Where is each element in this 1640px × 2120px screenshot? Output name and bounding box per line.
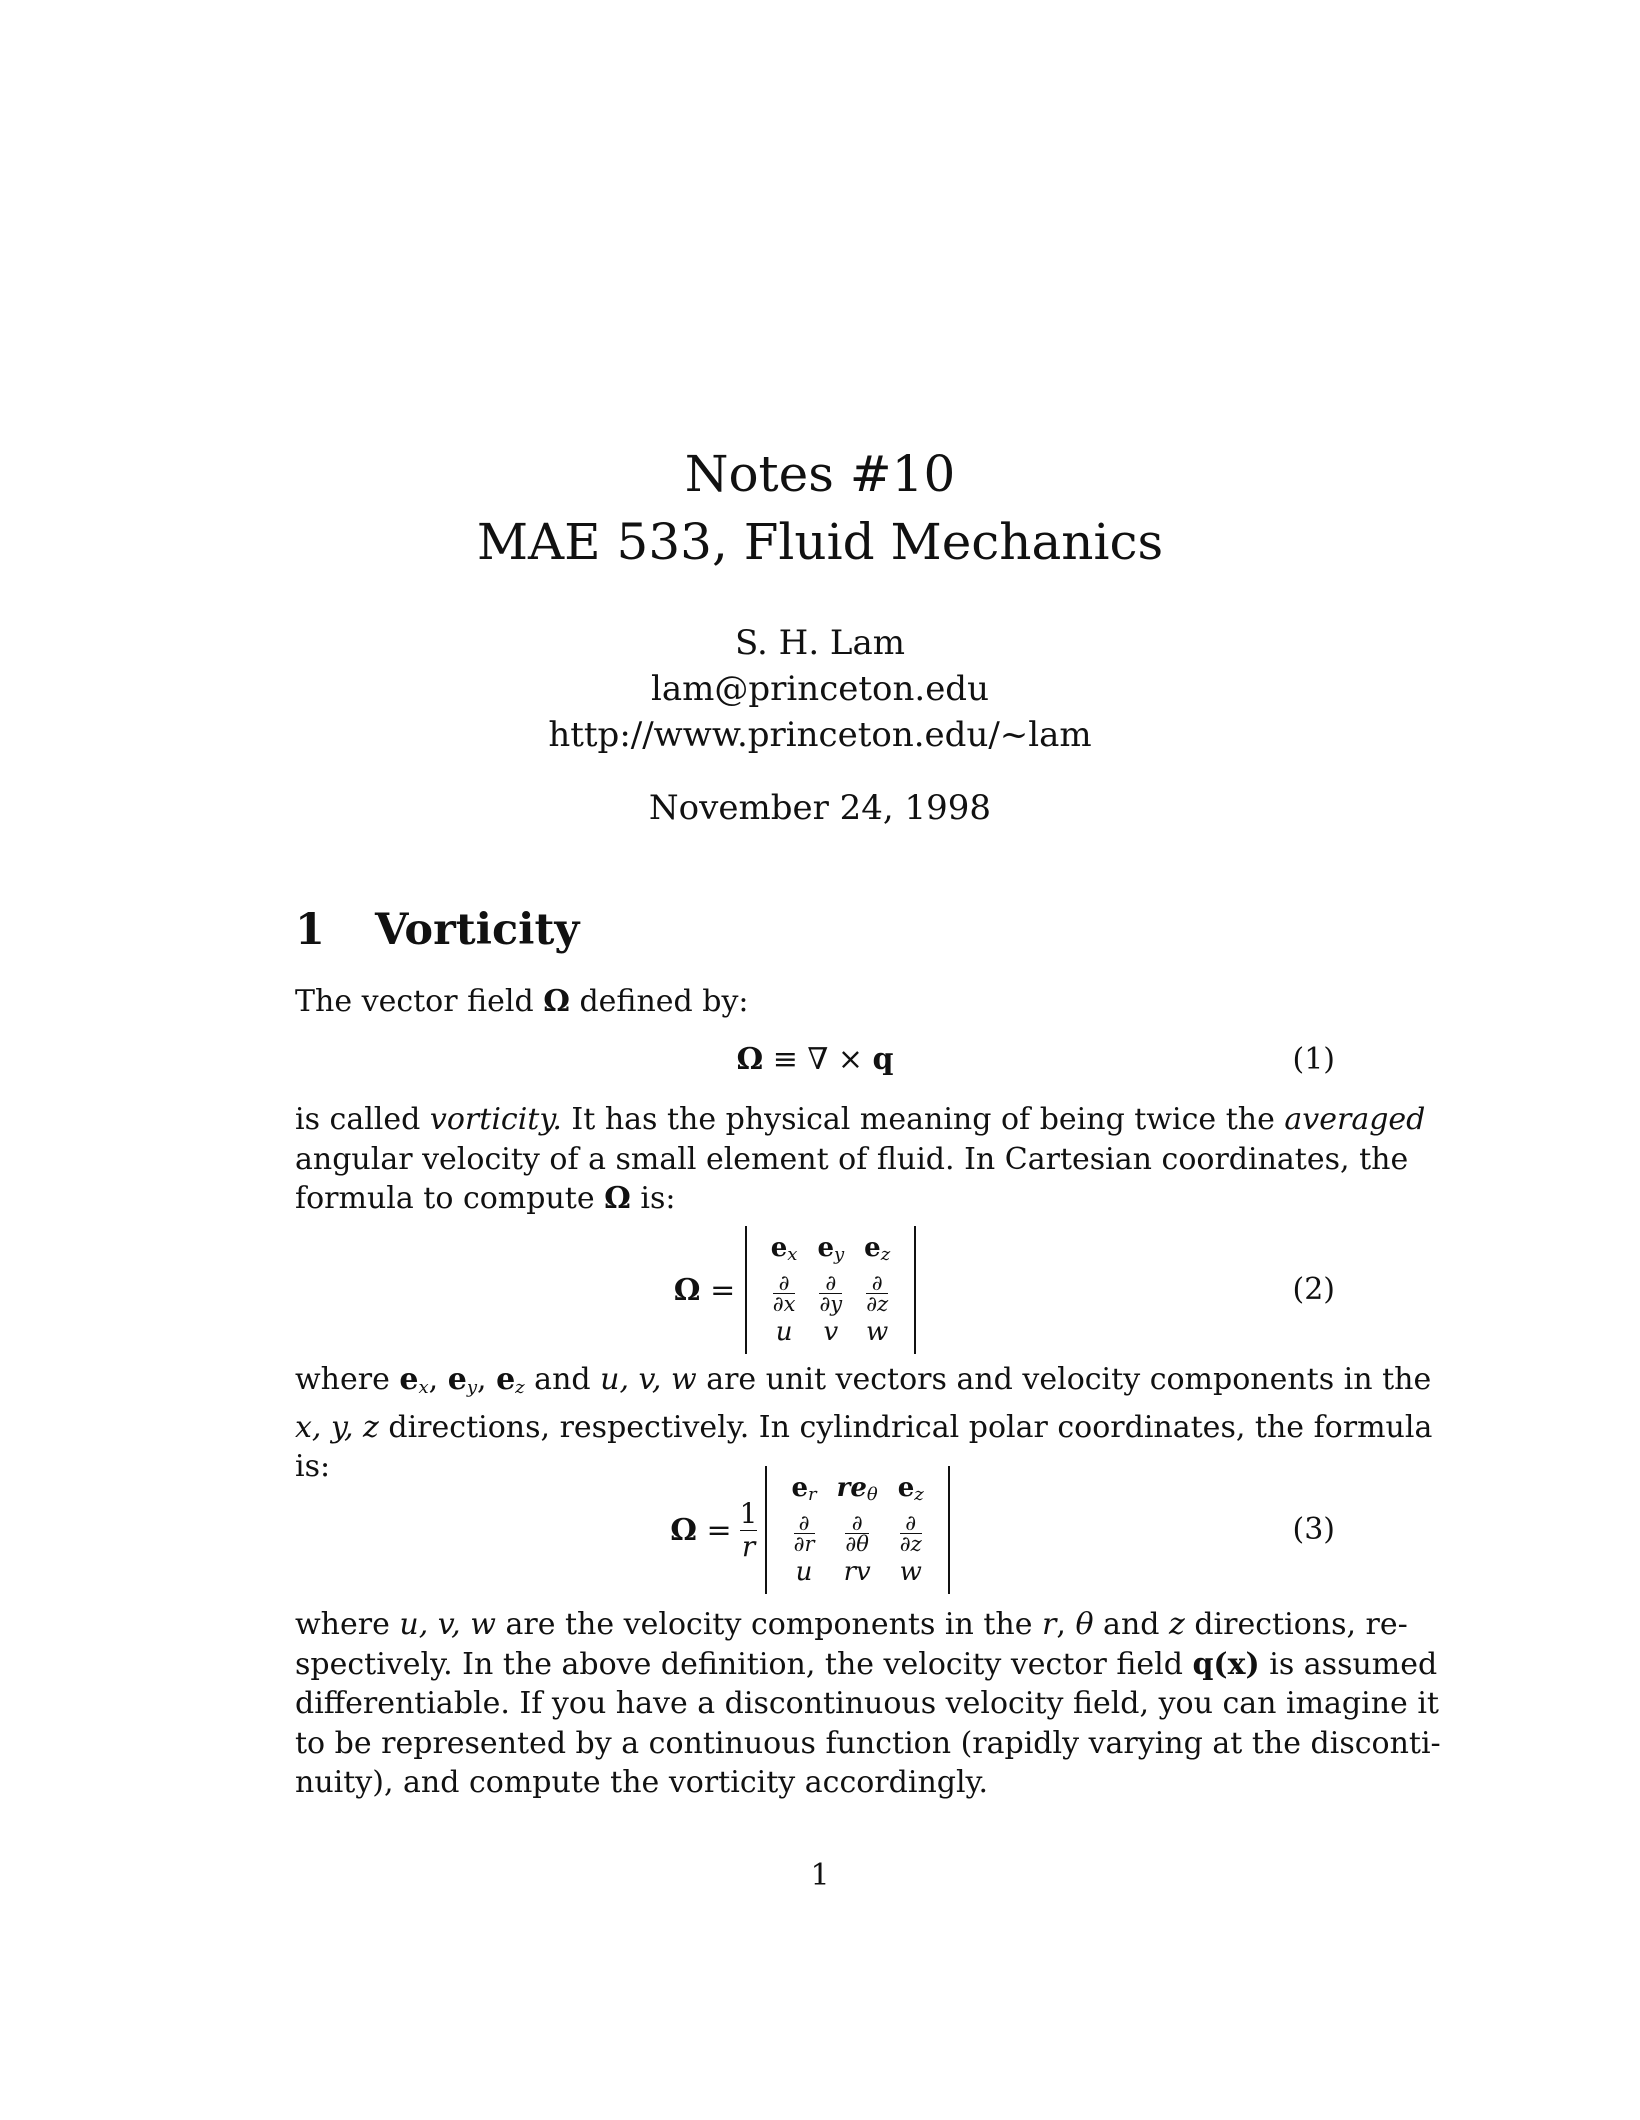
paragraph-line: is called vorticity. It has the physical meaning of being twice the averaged xyxy=(295,1102,1426,1137)
title-block xyxy=(0,440,1640,576)
section-heading xyxy=(295,905,579,955)
author-email: lam@princeton.edu xyxy=(651,669,989,709)
equation-body: Ω = 1 r $e_r$ $re_\theta$ $e_z$ $\frac{\partial}{\partial r}$ $\frac{\partial}{\partial\theta}$ $\frac{\partial}{\partial z}$ u rv w xyxy=(295,1470,1335,1590)
paragraph-line: The vector field Ω defined by: xyxy=(295,984,749,1019)
equation-body: Ω = $e_x$ $e_y$ $e_z$ $\frac{\partial}{\partial x}$ $\frac{\partial}{\partial y}$ $\frac{\partial}{\partial z}$ u v w xyxy=(295,1230,1335,1350)
determinant-matrix: $e_x$ $e_y$ $e_z$ $\frac{\partial}{\partial x}$ $\frac{\partial}{\partial y}$ $\frac{\partial}{\partial z}$ u v w xyxy=(745,1226,916,1354)
equation-1 xyxy=(295,1042,1335,1077)
section-title: Vorticity xyxy=(375,905,580,955)
paragraph-intro xyxy=(295,982,1335,1022)
author-url: http://www.princeton.edu/~lam xyxy=(548,715,1092,755)
paragraph-line: is: xyxy=(295,1449,331,1484)
section-number: 1 xyxy=(295,905,325,955)
author-name: S. H. Lam xyxy=(734,623,906,663)
equation-number: (1) xyxy=(1292,1042,1335,1077)
paragraph-line: angular velocity of a small element of fluid. In Cartesian coordinates, the xyxy=(295,1141,1409,1177)
paragraph-line: nuity), and compute the vorticity accordingly. xyxy=(295,1765,989,1800)
document-date: November 24, 1998 xyxy=(648,788,992,828)
equation-body: Ω ≡ ∇ × q xyxy=(736,1042,894,1077)
title-course: MAE 533, Fluid Mechanics xyxy=(476,513,1164,571)
paragraph-line: where u, v, w are the velocity components in the r, θ and z directions, re- xyxy=(295,1607,1408,1642)
paragraph-cylindrical-notes xyxy=(295,1605,1441,1803)
fraction-one-over-r: 1 r xyxy=(739,1496,758,1563)
paragraph-vorticity-definition xyxy=(295,1100,1426,1219)
title-notes-number: Notes #10 xyxy=(684,445,956,503)
paragraph-line: spectively. In the above definition, the velocity vector field q(x) is assumed xyxy=(295,1646,1438,1682)
equation-2 xyxy=(295,1230,1335,1350)
determinant-matrix: $e_r$ $re_\theta$ $e_z$ $\frac{\partial}{\partial r}$ $\frac{\partial}{\partial\theta}$ $\frac{\partial}{\partial z}$ u rv w xyxy=(765,1466,949,1594)
paragraph-line: formula to compute Ω is: xyxy=(295,1181,676,1216)
equation-number: (2) xyxy=(1292,1272,1335,1307)
paragraph-line: where $e_x$, $e_y$, $e_z$ and u, v, w are unit vectors and velocity components in the xyxy=(295,1362,1432,1398)
equation-3 xyxy=(295,1470,1335,1590)
paragraph-line: to be represented by a continuous function (rapidly varying at the disconti- xyxy=(295,1725,1441,1761)
equation-number: (3) xyxy=(1292,1512,1335,1547)
paragraph-line: x, y, z directions, respectively. In cylindrical polar coordinates, the formula xyxy=(295,1409,1433,1445)
author-block xyxy=(0,620,1640,758)
omega-symbol: Ω xyxy=(543,984,570,1019)
page-number: 1 xyxy=(810,1858,830,1893)
paragraph-line: differentiable. If you have a discontinuous velocity field, you can imagine it xyxy=(295,1686,1439,1721)
